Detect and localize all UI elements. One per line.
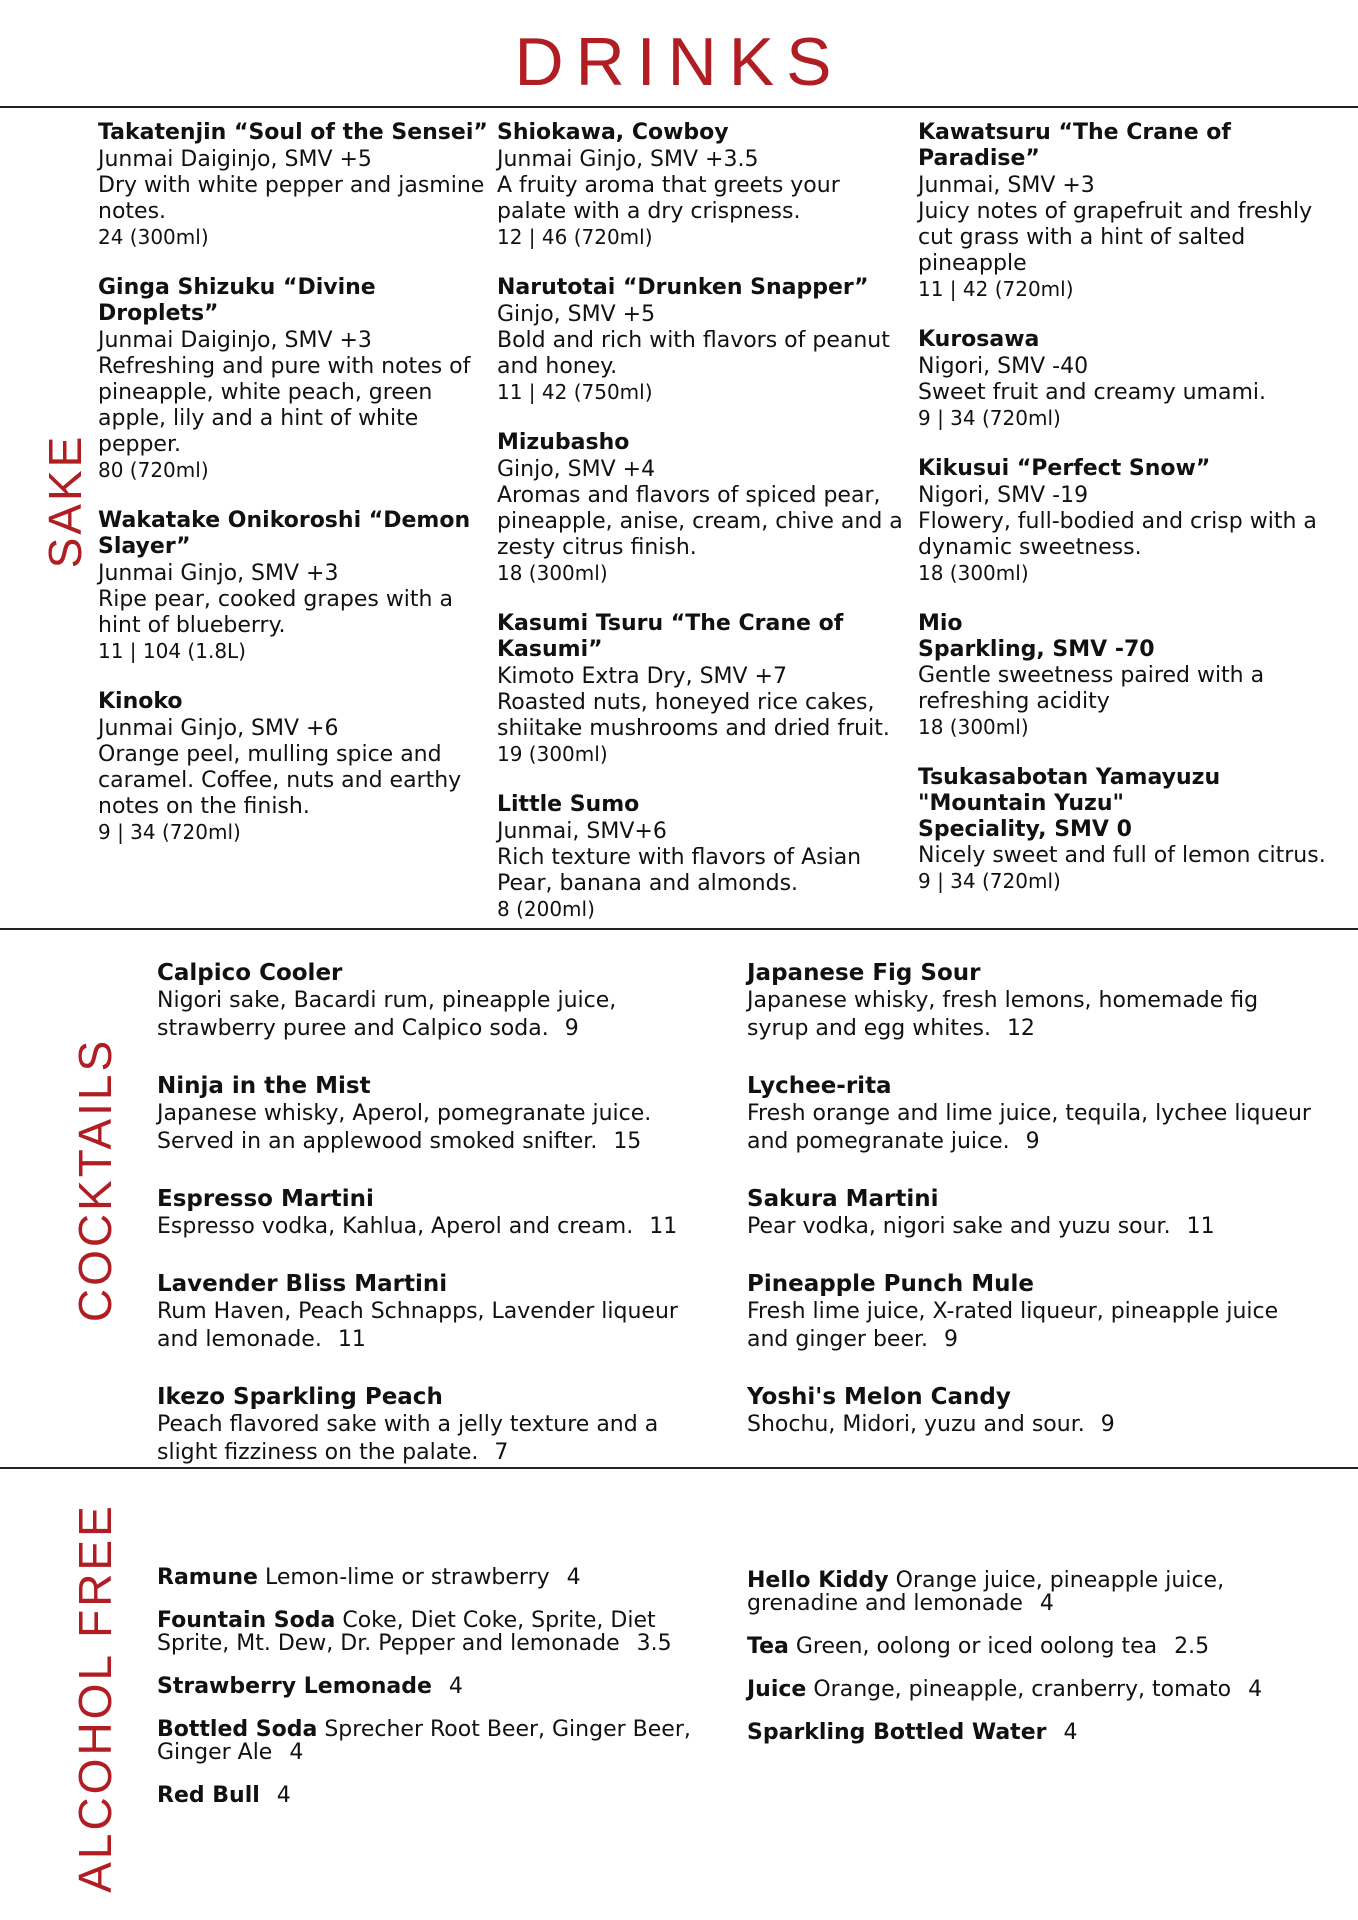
cocktail-item [747,1186,1317,1241]
divider-sake-cocktails [0,928,1358,930]
sake-description: Bold and rich with flavors of peanut and honey. [497,328,890,379]
cocktail-name: Pineapple Punch Mule [747,1271,1035,1297]
alcohol-free-item [157,1784,722,1807]
alcohol-free-price: 4 [1248,1677,1263,1702]
sake-item [918,611,1348,739]
sake-price: 11 | 42 (750ml) [497,380,653,404]
alcohol-free-left-column [157,1566,722,1827]
cocktail-price: 15 [613,1129,642,1154]
sake-name: Takatenjin “Soul of the Sensei” [98,120,488,145]
sake-price: 8 (200ml) [497,897,595,921]
sake-price: 11 | 104 (1.8L) [98,639,246,663]
sake-item [918,765,1348,893]
sake-name: Kasumi Tsuru “The Crane of Kasumi” [497,611,844,662]
sake-description: Refreshing and pure with notes of pineapple, white peach, green apple, lily and a hint of white pepper. [98,354,471,457]
alcohol-free-price: 3.5 [636,1631,672,1656]
alcohol-free-name: Strawberry Lemonade [157,1674,432,1699]
sake-description: Nicely sweet and full of lemon citrus. [918,843,1326,868]
cocktail-item [157,960,717,1043]
sake-item [497,275,907,404]
sake-description: Gentle sweetness paired with a refreshing acidity [918,663,1265,714]
alcohol-free-name: Fountain Soda [157,1608,336,1633]
sake-description: Ripe pear, cooked grapes with a hint of blueberry. [98,587,453,638]
cocktail-description: Rum Haven, Peach Schnapps, Lavender liqueur and lemonade. [157,1299,678,1352]
alcohol-free-description: Green, oolong or iced oolong tea [795,1634,1158,1659]
cocktail-name: Espresso Martini [157,1186,374,1212]
sake-name: Wakatake Onikoroshi “Demon Slayer” [98,508,471,559]
sake-price: 24 (300ml) [98,225,209,249]
sake-item [497,611,907,766]
sake-name: Kurosawa [918,327,1040,352]
cocktail-name: Japanese Fig Sour [747,960,981,986]
alcohol-free-description: Orange juice, pineapple juice, grenadine and lemonade [747,1568,1225,1616]
sake-name: Mizubasho [497,430,630,455]
sake-style: Kimoto Extra Dry, SMV +7 [497,664,787,689]
sake-style: Ginjo, SMV +4 [497,457,656,482]
sake-item [918,456,1348,585]
alcohol-free-right-column [747,1569,1317,1764]
cocktail-item [747,1384,1317,1439]
alcohol-free-name: Hello Kiddy [747,1568,889,1593]
sake-name: Narutotai “Drunken Snapper” [497,275,869,300]
cocktail-description: Nigori sake, Bacardi rum, pineapple juice, strawberry puree and Calpico soda. [157,988,617,1041]
alcohol-free-price: 4 [1063,1720,1078,1745]
sake-description: Orange peel, mulling spice and caramel. Coffee, nuts and earthy notes on the finish. [98,742,462,819]
sake-style: Junmai Daiginjo, SMV +3 [98,328,372,353]
sake-name: Shiokawa, Cowboy [497,120,729,145]
sake-style: Nigori, SMV -40 [918,354,1089,379]
sake-style: Junmai, SMV+6 [497,819,667,844]
alcohol-free-description: Lemon-lime or strawberry [264,1565,550,1590]
cocktail-description: Japanese whisky, fresh lemons, homemade fig syrup and egg whites. [747,988,1259,1041]
sake-price: 11 | 42 (720ml) [918,277,1074,301]
sake-style: Ginjo, SMV +5 [497,302,656,327]
alcohol-free-name: Tea [747,1634,789,1659]
cocktail-price: 7 [494,1440,509,1465]
cocktail-item [747,1073,1317,1156]
sake-item [918,327,1348,430]
alcohol-free-item [747,1721,1317,1744]
cocktail-name: Ikezo Sparkling Peach [157,1384,443,1410]
sake-style: Junmai Daiginjo, SMV +5 [98,147,372,172]
sake-item [918,120,1348,301]
alcohol-free-price: 4 [289,1740,304,1765]
cocktail-description: Pear vodka, nigori sake and yuzu sour. [747,1214,1171,1239]
cocktail-name: Yoshi's Melon Candy [747,1384,1011,1410]
sake-name: Ginga Shizuku “Divine Droplets” [98,275,376,326]
sake-name: Mio Sparkling, SMV -70 [918,611,1155,662]
cocktail-name: Lychee-rita [747,1073,892,1099]
sake-item [98,689,493,844]
cocktail-description: Peach flavored sake with a jelly texture and a slight fizziness on the palate. [157,1412,659,1465]
sake-description: Juicy notes of grapefruit and freshly cut grass with a hint of salted pineapple [918,199,1313,276]
sake-description: Roasted nuts, honeyed rice cakes, shiitake mushrooms and dried fruit. [497,690,890,741]
sake-price: 9 | 34 (720ml) [918,406,1061,430]
sake-description: Dry with white pepper and jasmine notes. [98,173,485,224]
cocktail-price: 9 [564,1016,579,1041]
sake-description: A fruity aroma that greets your palate with a dry crispness. [497,173,840,224]
divider-cocktails-alcohol-free [0,1467,1358,1469]
cocktail-item [747,1271,1317,1354]
alcohol-free-item [747,1678,1317,1701]
sake-price: 18 (300ml) [497,561,608,585]
sake-item [497,792,907,921]
cocktail-price: 11 [649,1214,678,1239]
sake-column-1 [98,120,493,870]
sake-price: 18 (300ml) [918,715,1029,739]
sake-price: 12 | 46 (720ml) [497,225,653,249]
cocktail-item [747,960,1317,1043]
divider-top [0,106,1358,108]
sake-price: 18 (300ml) [918,561,1029,585]
alcohol-free-description: Coke, Diet Coke, Sprite, Diet Sprite, Mt. Dew, Dr. Pepper and lemonade [157,1608,656,1656]
alcohol-free-name: Juice [747,1677,807,1702]
cocktail-item [157,1186,717,1241]
alcohol-free-price: 2.5 [1174,1634,1210,1659]
cocktail-name: Sakura Martini [747,1186,939,1212]
section-label-sake: SAKE [39,433,91,569]
alcohol-free-description: Orange, pineapple, cranberry, tomato [813,1677,1232,1702]
sake-price: 9 | 34 (720ml) [918,869,1061,893]
sake-item [98,120,493,249]
alcohol-free-name: Ramune [157,1565,258,1590]
sake-description: Aromas and flavors of spiced pear, pineapple, anise, cream, chive and a zesty citrus finish. [497,483,903,560]
section-label-cocktails: COCKTAILS [69,1037,121,1323]
cocktail-price: 9 [1100,1412,1115,1437]
sake-item [98,275,493,482]
alcohol-free-item [157,1609,722,1655]
sake-description: Flowery, full-bodied and crisp with a dynamic sweetness. [918,509,1317,560]
sake-item [98,508,493,663]
cocktail-description: Shochu, Midori, yuzu and sour. [747,1412,1085,1437]
page-title: DRINKS [514,24,844,100]
alcohol-free-price: 4 [1039,1591,1054,1616]
cocktail-price: 11 [337,1327,366,1352]
cocktail-description: Fresh lime juice, X-rated liqueur, pineapple juice and ginger beer. [747,1299,1279,1352]
cocktail-description: Fresh orange and lime juice, tequila, lychee liqueur and pomegranate juice. [747,1101,1311,1154]
cocktail-description: Japanese whisky, Aperol, pomegranate juice. Served in an applewood smoked snifter. [157,1101,652,1154]
cocktails-left-column [157,960,717,1497]
sake-style: Junmai Ginjo, SMV +3 [98,561,339,586]
cocktail-price: 11 [1186,1214,1215,1239]
sake-description: Sweet fruit and creamy umami. [918,380,1267,405]
alcohol-free-item [157,1566,722,1589]
sake-style: Junmai Ginjo, SMV +6 [98,716,339,741]
section-label-alcohol-free: ALCOHOL FREE [69,1503,121,1893]
cocktail-price: 9 [944,1327,958,1352]
cocktail-item [157,1271,717,1354]
alcohol-free-item [157,1718,722,1764]
cocktail-price: 12 [1006,1016,1035,1041]
sake-style: Junmai Ginjo, SMV +3.5 [497,147,759,172]
cocktail-item [157,1073,717,1156]
alcohol-free-price: 4 [566,1565,581,1590]
alcohol-free-price: 4 [276,1783,291,1808]
alcohol-free-item [747,1635,1317,1658]
cocktails-right-column [747,960,1317,1469]
sake-price: 80 (720ml) [98,458,209,482]
cocktail-description: Espresso vodka, Kahlua, Aperol and cream. [157,1214,634,1239]
sake-name: Tsukasabotan Yamayuzu "Mountain Yuzu" Speciality, SMV 0 [918,765,1221,842]
alcohol-free-price: 4 [448,1674,463,1699]
sake-item [497,430,907,585]
sake-name: Kawatsuru “The Crane of Paradise” [918,120,1231,171]
sake-name: Kinoko [98,689,183,714]
sake-item [497,120,907,249]
sake-price: 19 (300ml) [497,742,608,766]
sake-price: 9 | 34 (720ml) [98,820,241,844]
sake-name: Kikusui “Perfect Snow” [918,456,1211,481]
cocktail-name: Calpico Cooler [157,960,343,986]
alcohol-free-item [747,1569,1317,1615]
sake-style: Junmai, SMV +3 [918,173,1095,198]
cocktail-name: Lavender Bliss Martini [157,1271,448,1297]
alcohol-free-name: Red Bull [157,1783,260,1808]
alcohol-free-item [157,1675,722,1698]
alcohol-free-name: Bottled Soda [157,1717,318,1742]
sake-column-3 [918,120,1348,919]
sake-style: Nigori, SMV -19 [918,483,1089,508]
cocktail-item [157,1384,717,1467]
alcohol-free-name: Sparkling Bottled Water [747,1720,1047,1745]
cocktail-name: Ninja in the Mist [157,1073,371,1099]
alcohol-free-description: Sprecher Root Beer, Ginger Beer, Ginger Ale [157,1717,691,1765]
sake-name: Little Sumo [497,792,640,817]
cocktail-price: 9 [1025,1129,1040,1154]
sake-description: Rich texture with flavors of Asian Pear, banana and almonds. [497,845,862,896]
sake-column-2 [497,120,907,947]
